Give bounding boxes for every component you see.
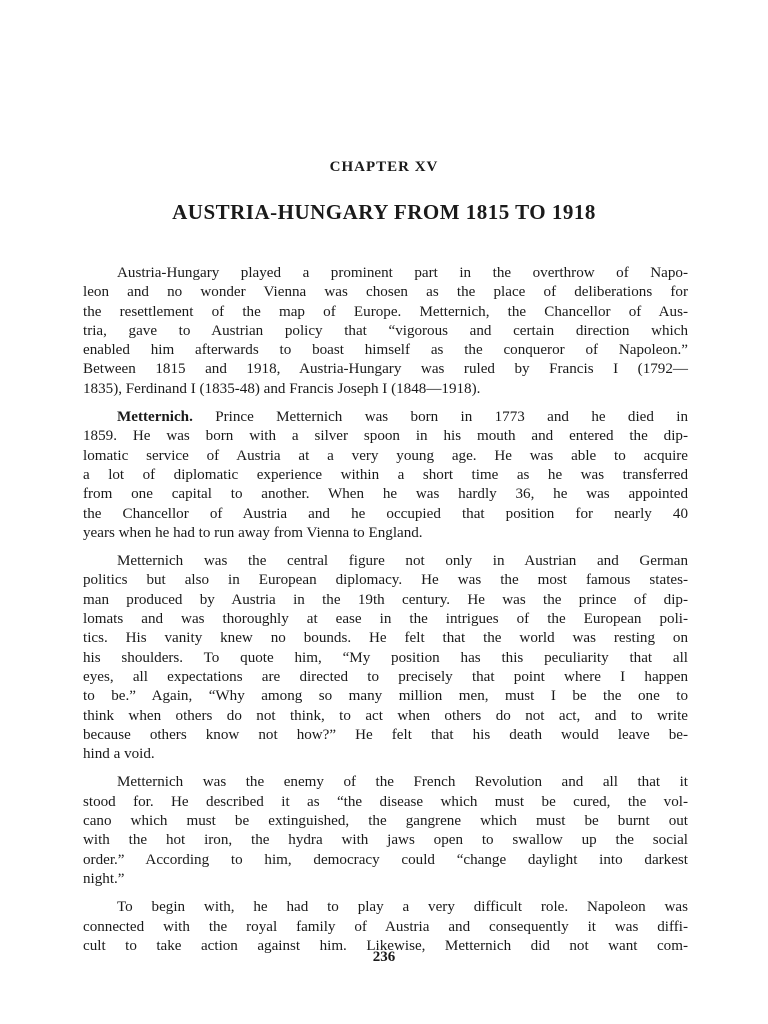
text-line-rest: Prince Metternich was born in 1773 and he died in — [215, 409, 688, 426]
text-line: stood for. He described it as “the disease which must be cured, the vol- — [83, 793, 688, 810]
chapter-label: CHAPTER XV — [329, 159, 439, 175]
text-line: lomatic service of Austria at a very young age. He was able to acquire — [83, 447, 688, 464]
text-line: think when others do not think, to act when others do not act, and to write — [83, 707, 688, 724]
text-line: cano which must be extinguished, the gangrene which must be burnt out — [83, 813, 688, 830]
text-line: a lot of diplomatic experience within a short time as he was transferred — [83, 466, 688, 483]
text-line: connected with the royal family of Austria and consequently it was diffi- — [83, 918, 688, 935]
text-line — [83, 408, 688, 427]
section-runin-heading: Metternich. — [117, 409, 193, 426]
text-line: 1835), Ferdinand I (1835-48) and Francis Joseph I (1848—1918). — [83, 380, 481, 397]
body-text — [83, 264, 688, 965]
text-line: Austria-Hungary played a prominent part in the overthrow of Napo- — [117, 265, 688, 281]
page-number: 236 — [372, 949, 396, 965]
text-line: eyes, all expectations are directed to precisely that point where I happen — [83, 668, 688, 685]
text-line: 1859. He was born with a silver spoon in his mouth and entered the dip- — [83, 428, 688, 445]
text-line: politics but also in European diplomacy. He was the most famous states- — [83, 572, 688, 589]
paragraph — [83, 408, 688, 543]
text-line: years when he had to run away from Vienna to England. — [83, 524, 423, 541]
paragraph — [83, 773, 688, 889]
text-line: cult to take action against him. Likewise, Metternich did not want com- — [83, 937, 688, 954]
text-line: hind a void. — [83, 746, 155, 763]
text-line: Between 1815 and 1918, Austria-Hungary was ruled by Francis I (1792— — [83, 361, 688, 378]
text-line: enabled him afterwards to boast himself as the conqueror of Napoleon.” — [83, 342, 688, 359]
text-line: to be.” Again, “Why among so many million men, must I be the one to — [83, 688, 688, 705]
paragraph — [83, 898, 688, 956]
text-line: the resettlement of the map of Europe. Metternich, the Chancellor of Aus- — [83, 303, 688, 320]
text-line: order.” According to him, democracy could “change daylight into darkest — [83, 851, 688, 868]
text-line: tria, gave to Austrian policy that “vigorous and certain direction which — [83, 322, 688, 339]
text-line: leon and no wonder Vienna was chosen as the place of deliberations for — [83, 284, 688, 301]
chapter-title: AUSTRIA-HUNGARY FROM 1815 TO 1918 — [172, 200, 596, 224]
text-line: tics. His vanity knew no bounds. He felt that the world was resting on — [83, 630, 688, 647]
text-line: man produced by Austria in the 19th century. He was the prince of dip- — [83, 591, 688, 608]
text-line: night.” — [83, 870, 125, 887]
paragraph — [83, 552, 688, 764]
text-line: To begin with, he had to play a very difficult role. Napoleon was — [117, 899, 688, 916]
text-line: Metternich was the central figure not only in Austrian and German — [117, 553, 688, 570]
text-line: from one capital to another. When he was hardly 36, he was appointed — [83, 486, 688, 503]
text-line: his shoulders. To quote him, “My position has this peculiarity that all — [83, 649, 688, 666]
text-line: Metternich was the enemy of the French Revolution and all that it — [117, 774, 688, 791]
text-line: lomats and was thoroughly at ease in the intrigues of the European poli- — [83, 611, 688, 628]
paragraph — [83, 264, 688, 399]
text-line: with the hot iron, the hydra with jaws open to swallow up the social — [83, 832, 688, 849]
text-line: because others know not how?” He felt that his death would leave be- — [83, 726, 688, 743]
text-line: the Chancellor of Austria and he occupied that position for nearly 40 — [83, 505, 688, 522]
